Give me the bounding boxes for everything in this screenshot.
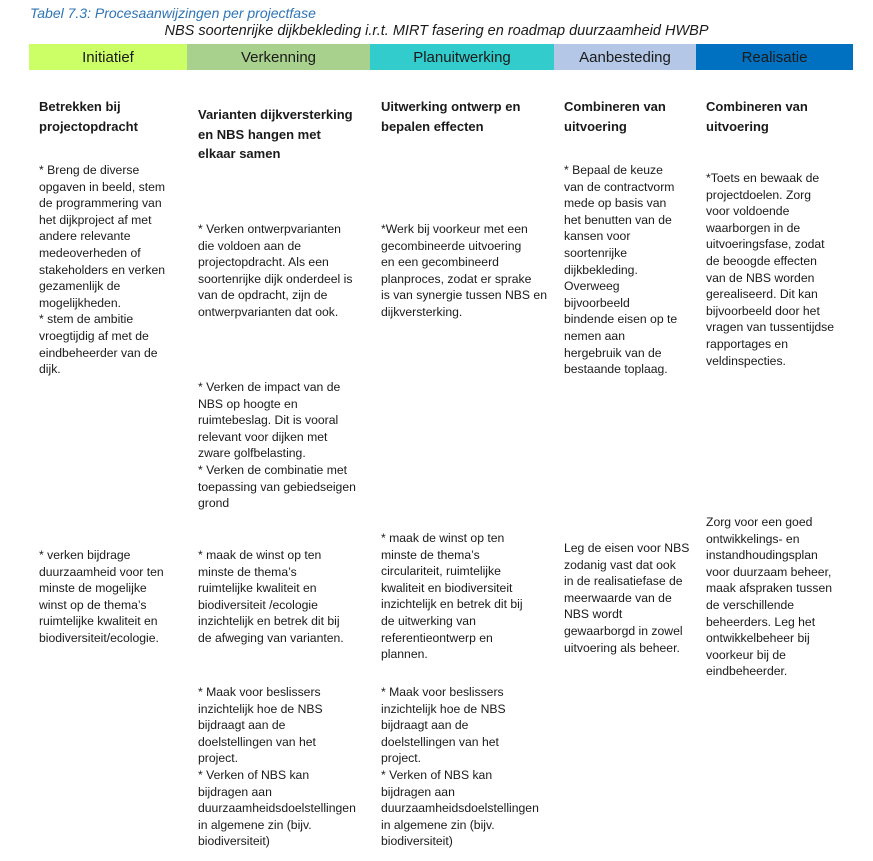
realisatie-heading: Combineren van uitvoering [706,99,808,134]
planuitwerking-block-2: * maak de winst op ten minste de thema’s circulariteit, ruimtelijke kwaliteit en biodiversiteit inzichtelijk en betrek dit bij de uitwerking van referentieontwerp en plannen. [381,531,523,662]
realisatie-block-1: *Toets en bewaak de projectdoelen. Zorg voor voldoende waarborgen in de uitvoeringsfase, zodat de beoogde effecten van de NBS worden gerealiseerd. Dit kan bijvoorbeeld door het vragen van tussentijdse rapportages en veldinspecties. [706,171,835,368]
planuitwerking-heading: Uitwerking ontwerp en bepalen effecten [381,99,521,134]
initiatief-heading: Betrekken bij projectopdracht [39,99,138,134]
verkenning-heading: Varianten dijkversterking en NBS hangen met elkaar samen [198,107,353,161]
phase-verkenning: Verkenning [187,44,370,70]
aanbesteding-block-1: * Bepaal de keuze van de contractvorm mede op basis van het benutten van de kansen voor soortenrijke dijkbekleding. Overweeg bijvoorbeeld bindende eisen op te nemen aan hergebruik van de bestaande toplaag. [564,163,678,377]
initiatief-block-2: * verken bijdrage duurzaamheid voor ten minste de mogelijke winst op de thema’s ruimtelijke kwaliteit en biodiversiteit/ecologie. [39,548,164,645]
aanbesteding-block-2: Leg de eisen voor NBS zodanig vast dat ook in de realisatiefase de meerwaarde van de NBS wordt gewaarborgd in zowel uitvoering als beheer. [564,541,690,655]
aanbesteding-heading: Combineren van uitvoering [564,99,666,134]
realisatie-block-2: Zorg voor een goed ontwikkelings- en instandhoudingsplan voor duurzaam beheer, maak afspraken tussen de verschillende beheerders. Leg het ontwikkelbeheer bij voorkeur bij de eindbeheerder. [706,515,833,679]
phase-planuitwerking: Planuitwerking [370,44,554,70]
verkenning-block-4: * Maak voor beslissers inzichtelijk hoe de NBS bijdraagt aan de doelstellingen van het project. * Verken of NBS kan bijdragen aan duurzaamheidsdoelstellingen in algemene zin (bijv. biodiversiteit) [198,685,356,849]
verkenning-block-2: * Verken de impact van de NBS op hoogte en ruimtebeslag. Dit is vooral relevant voor dijken met zware golfbelasting. * Verken de combinatie met toepassing van gebiedseigen grond [198,380,356,511]
table-caption: Tabel 7.3: Procesaanwijzingen per projectfase [30,5,316,21]
initiatief-block-1: * Breng de diverse opgaven in beeld, stem de programmering van het dijkproject af met andere relevante medeoverheden of stakeholders en verken gezamenlijk de mogelijkheden. * stem de ambitie vroegtijdig af met de eindbeheerder van de dijk. [39,163,166,377]
verkenning-block-3: * maak de winst op ten minste de thema’s ruimtelijke kwaliteit en biodiversiteit /ecologie inzichtelijk en betrek dit bij de afweging van varianten. [198,548,344,645]
phase-aanbesteding: Aanbesteding [554,44,696,70]
planuitwerking-block-3: * Maak voor beslissers inzichtelijk hoe de NBS bijdraagt aan de doelstellingen van het project. * Verken of NBS kan bijdragen aan duurzaamheidsdoelstellingen in algemene zin (bijv. biodiversiteit) [381,685,539,849]
phase-initiatief: Initiatief [29,44,187,70]
table-subtitle: NBS soortenrijke dijkbekleding i.r.t. MIRT fasering en roadmap duurzaamheid HWBP [164,23,709,39]
verkenning-block-1: * Verken ontwerpvarianten die voldoen aan de projectopdracht. Als een soortenrijke dijk onderdeel is van de opdracht, zijn de ontwerpvarianten dat ook. [198,222,353,319]
planuitwerking-block-1: *Werk bij voorkeur met een gecombineerde uitvoering en een gecombineerd planproces, zodat er sprake is van synergie tussen NBS en dijkversterking. [381,222,547,319]
phase-realisatie: Realisatie [696,44,853,70]
